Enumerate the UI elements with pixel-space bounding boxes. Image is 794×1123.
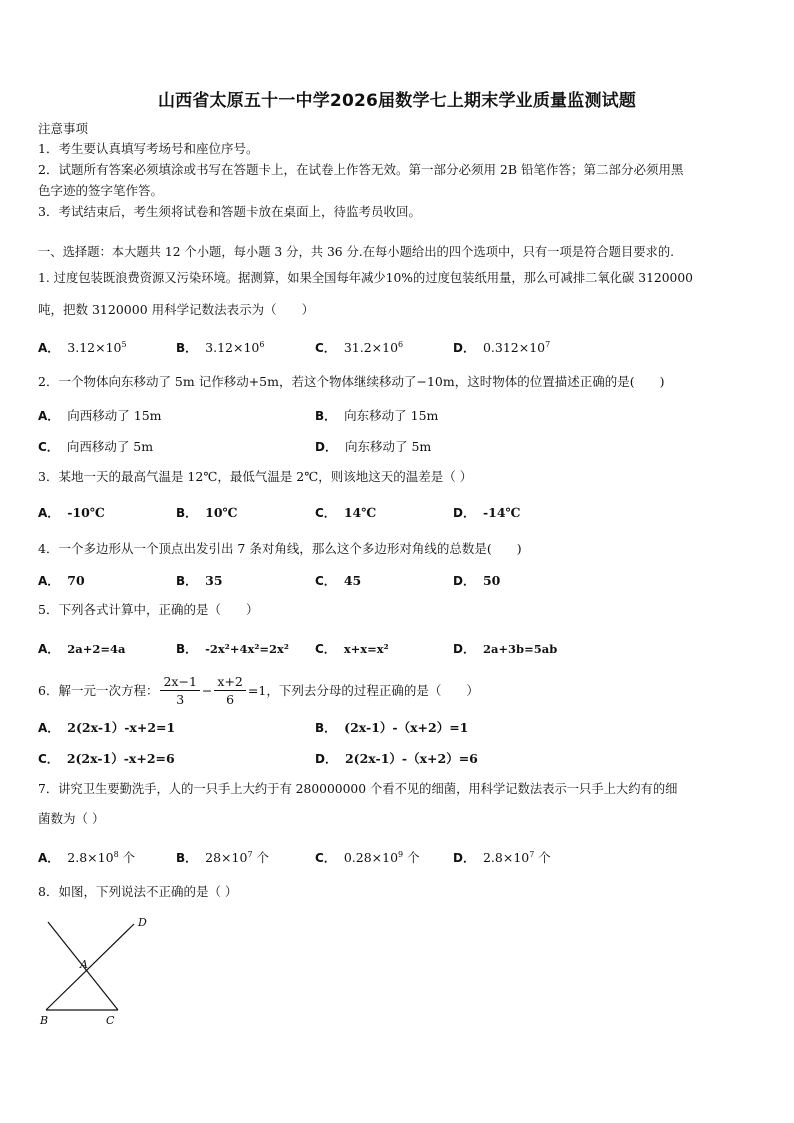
option-letter: A． <box>38 721 60 735</box>
notes-item-1: 1．考生要认真填写考场号和座位序号。 <box>38 141 259 156</box>
option-text: -2x²+4x²=2x² <box>205 642 289 656</box>
option-base: 2.8×10 <box>67 850 114 865</box>
q7-stem-line1: 7．讲究卫生要勤洗手，人的一只手上大约于有 280000000 个看不见的细菌，用科学记数法表示一只手上大约有的细 <box>38 782 678 796</box>
q6-fraction-2 <box>214 674 245 707</box>
option-text: 10℃ <box>205 505 238 520</box>
q5-option-b[interactable] <box>176 640 289 657</box>
option-letter: B． <box>315 409 337 423</box>
q6-option-b[interactable] <box>315 718 468 736</box>
option-base: 3.12×10 <box>205 340 260 355</box>
option-letter: C． <box>38 440 59 454</box>
q6-option-a[interactable] <box>38 718 175 736</box>
label-b: B <box>40 1014 49 1027</box>
option-letter: C． <box>315 574 336 588</box>
q4-stem: 4．一个多边形从一个顶点出发引出 7 条对角线，那么这个多边形对角线的总数是( ) <box>38 541 522 556</box>
q4-option-d[interactable] <box>453 572 500 589</box>
q3-option-c[interactable] <box>315 504 376 521</box>
section-heading: 一、选择题：本大题共 12 个小题，每小题 3 分，共 36 分.在每小题给出的四个选项中，只有一项是符合题目要求的. <box>38 245 675 259</box>
option-base: 0.28×10 <box>343 850 399 865</box>
q2-option-d[interactable] <box>315 437 431 455</box>
option-letter: C． <box>38 752 59 766</box>
option-text: 14℃ <box>343 505 377 520</box>
option-letter: B． <box>176 506 198 520</box>
q6-prefix: 6．解一元一次方程： <box>38 683 159 698</box>
option-letter: D． <box>315 440 337 454</box>
option-unit: 个 <box>403 850 420 865</box>
q3-option-b[interactable] <box>176 504 238 521</box>
option-text: 2a+2=4a <box>67 642 126 656</box>
option-letter: C． <box>315 506 336 520</box>
option-unit: 个 <box>252 850 270 865</box>
q7-options <box>38 848 758 866</box>
q7-option-a[interactable] <box>38 848 135 866</box>
q6-minus: − <box>201 682 213 698</box>
q6-fraction-1 <box>160 674 199 707</box>
option-letter: C． <box>315 851 336 865</box>
fraction-numerator: x+2 <box>214 674 245 691</box>
q7-option-c[interactable] <box>315 848 420 866</box>
option-letter: D． <box>453 341 475 355</box>
option-letter: C． <box>315 341 336 355</box>
option-letter: B． <box>315 721 337 735</box>
fraction-denominator: 3 <box>176 691 185 707</box>
option-letter: B． <box>176 574 198 588</box>
q5-stem: 5．下列各式计算中，正确的是（ ） <box>38 602 259 617</box>
fraction-numerator: 2x−1 <box>160 674 199 691</box>
option-letter: C． <box>315 642 336 656</box>
option-exponent: 7 <box>247 850 253 859</box>
option-letter: D． <box>453 506 475 520</box>
q7-stem-line2: 菌数为（ ） <box>38 811 105 826</box>
q2-option-b[interactable] <box>315 406 438 424</box>
q2-option-a[interactable] <box>38 406 162 424</box>
option-letter: D． <box>453 574 475 588</box>
option-letter: B． <box>176 851 198 865</box>
notes-item-2-cont: 色字迹的签字笔作答。 <box>38 183 164 198</box>
option-text: 35 <box>205 573 223 588</box>
option-text: 70 <box>67 573 85 588</box>
option-text: 45 <box>343 573 362 588</box>
option-text: 2a+3b=5ab <box>482 642 558 656</box>
q7-option-d[interactable] <box>453 848 551 866</box>
q3-option-a[interactable] <box>38 504 105 521</box>
q2-stem: 2．一个物体向东移动了 5m 记作移动+5m，若这个物体继续移动了−10m，这时物体的位置描述正确的是( ) <box>38 374 665 389</box>
label-d: D <box>138 916 147 929</box>
q7-option-b[interactable] <box>176 848 269 866</box>
option-letter: D． <box>315 752 337 766</box>
notes-heading: 注意事项 <box>38 121 89 136</box>
q8-geometry-figure <box>36 912 156 1032</box>
q2-option-c[interactable] <box>38 437 153 455</box>
q1-options <box>38 339 758 357</box>
option-letter: B． <box>176 642 198 656</box>
q4-option-c[interactable] <box>315 572 361 589</box>
q3-option-d[interactable] <box>453 504 521 521</box>
option-base: 3.12×10 <box>67 340 122 355</box>
option-text: 2(2x-1）-（x+2）=6 <box>344 751 478 766</box>
q5-option-a[interactable] <box>38 640 125 657</box>
option-base: 2.8×10 <box>482 850 530 865</box>
q5-option-c[interactable] <box>315 640 389 657</box>
q1-option-d[interactable] <box>453 339 550 356</box>
option-letter: D． <box>453 642 475 656</box>
option-base: 28×10 <box>205 850 248 865</box>
option-exponent: 5 <box>121 340 127 349</box>
q1-option-a[interactable] <box>38 339 127 356</box>
exam-title: 山西省太原五十一中学2026届数学七上期末学业质量监测试题 <box>157 91 637 111</box>
option-text: -14℃ <box>482 505 521 520</box>
q5-option-d[interactable] <box>453 640 557 657</box>
option-text: 向西移动了 5m <box>66 439 154 454</box>
option-text: (2x-1）-（x+2）=1 <box>344 720 469 735</box>
option-base: 0.312×10 <box>482 340 546 355</box>
q3-options <box>38 504 758 522</box>
q1-option-c[interactable] <box>315 339 403 356</box>
option-text: 2(2x-1）-x+2=6 <box>66 751 175 766</box>
option-letter: B． <box>176 341 198 355</box>
q6-stem <box>38 670 479 710</box>
q2-options-row2 <box>38 437 758 455</box>
q4-option-a[interactable] <box>38 572 85 589</box>
q8-stem: 8．如图，下列说法不正确的是（ ） <box>38 884 238 899</box>
q6-option-c[interactable] <box>38 749 175 767</box>
option-exponent: 6 <box>259 340 265 349</box>
label-c: C <box>106 1014 115 1027</box>
option-text: x+x=x² <box>343 642 389 656</box>
option-letter: D． <box>453 851 475 865</box>
option-exponent: 6 <box>398 340 404 349</box>
option-exponent: 7 <box>529 850 535 859</box>
q5-options <box>38 640 758 658</box>
option-base: 31.2×10 <box>343 340 399 355</box>
q1-stem-line2: 吨，把数 3120000 用科学记数法表示为（ ） <box>38 302 315 317</box>
option-text: 2(2x-1）-x+2=1 <box>67 720 176 735</box>
q6-options-row1 <box>38 718 758 736</box>
option-letter: A． <box>38 409 60 423</box>
q2-options-row1 <box>38 406 758 424</box>
option-text: 向东移动了 5m <box>344 439 432 454</box>
q3-stem: 3．某地一天的最高气温是 12℃，最低气温是 2℃，则该地这天的温差是（ ） <box>38 469 473 484</box>
option-text: 向西移动了 15m <box>67 408 162 423</box>
option-text: -10℃ <box>67 505 105 520</box>
option-letter: A． <box>38 574 60 588</box>
option-letter: A． <box>38 851 60 865</box>
option-letter: A． <box>38 642 60 656</box>
notes-item-3: 3．考试结束后，考生须将试卷和答题卡放在桌面上，待监考员收回。 <box>38 204 421 219</box>
option-text: 向东移动了 15m <box>344 408 439 423</box>
notes-item-2: 2．试题所有答案必须填涂或书写在答题卡上，在试卷上作答无效。第一部分必须用 2B 铅笔作答；第二部分必须用黑 <box>38 162 684 177</box>
option-letter: A． <box>38 506 60 520</box>
option-exponent: 7 <box>545 340 551 349</box>
q1-stem-line1: 1. 过度包装既浪费资源又污染环境。据测算，如果全国每年减少10%的过度包装纸用量，那么可减排二氧化碳 3120000 <box>38 271 694 285</box>
q1-option-b[interactable] <box>176 339 264 356</box>
option-text: 50 <box>482 573 501 588</box>
q6-options-row2 <box>38 749 758 767</box>
option-unit: 个 <box>118 850 136 865</box>
fraction-denominator: 6 <box>226 691 235 707</box>
option-unit: 个 <box>534 850 551 865</box>
option-exponent: 9 <box>398 850 404 859</box>
q6-option-d[interactable] <box>315 749 478 767</box>
option-exponent: 8 <box>113 850 119 859</box>
q4-options <box>38 572 758 590</box>
q6-suffix: ，下列去分母的过程正确的是（ ） <box>266 683 479 698</box>
label-a: A <box>80 958 88 971</box>
option-letter: A． <box>38 341 60 355</box>
q4-option-b[interactable] <box>176 572 223 589</box>
q6-equals: =1 <box>247 682 267 698</box>
